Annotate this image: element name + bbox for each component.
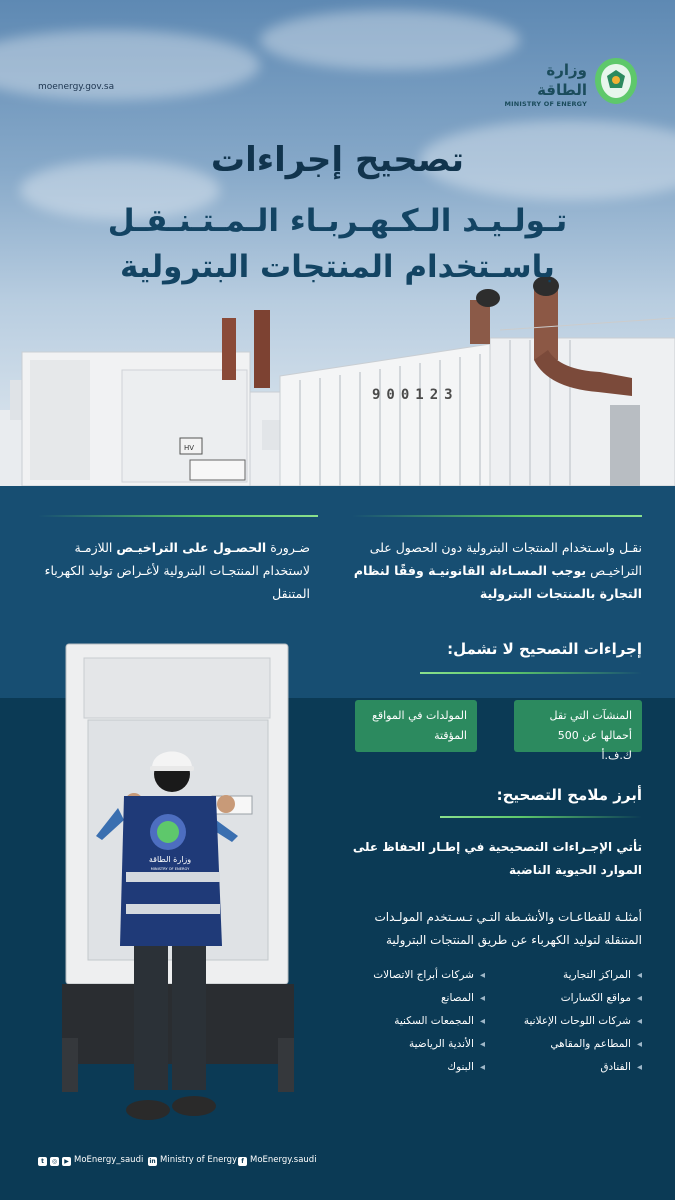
intro-left-post: اللازمـة لاستخدام المنتجـات البترولية لأغـراض توليد الكهرباء المتنقل [44,540,310,601]
facebook-handle: MoEnergy.saudi [250,1155,317,1165]
features-heading: أبرز ملامح التصحيح: [496,786,642,804]
exclusions-heading: إجراءات التصحيح لا تشمل: [447,640,642,658]
linkedin-icon: in [149,1158,156,1165]
subtitle-line-2: باسـتخدام المنتجات البترولية [120,249,555,285]
vest-logo-english: MINISTRY OF ENERGY [150,867,190,871]
intro-right-text: نقـل واسـتخدام المنتجات البترولية دون الحصول على التراخيـص [369,540,642,578]
list-item: ◂ الفنادق [490,1058,642,1081]
examples-list-right [490,966,642,1081]
twitter-handle: MoEnergy_saudi [74,1155,144,1165]
vest-logo-arabic: وزارة الطاقة [148,855,192,864]
facebook-icon: f [238,1157,247,1166]
list-item: ◂ شركات اللوحات الإعلانية [490,1012,642,1035]
exclusion-box-temporary-sites: المولدات في المواقع المؤقتة [355,700,477,752]
footer-social-twitter[interactable] [38,1155,143,1166]
linkedin-handle: Ministry of Energy [160,1155,238,1165]
features-underline [440,816,642,818]
exclusions-underline [420,672,642,674]
intro-right-bold: يوجب المسـاءلة القانونيـة وفقًا لنظام التجارة بالمنتجات البترولية [353,563,642,601]
worker-generator-illustration [40,640,340,1140]
list-item: ◂ المجمعات السكنية [340,1012,485,1035]
subtitle-line-1: تـولـيـد الـكـهـربـاء الـمـتـنـقـل [107,203,568,239]
youtube-icon: ▶ [62,1157,71,1166]
logo-arabic-name: وزارة الطاقة [537,61,587,99]
ministry-logo [499,56,639,108]
intro-left-pre: ضـرورة [270,540,310,555]
list-item: ◂ البنوك [340,1058,485,1081]
features-bold-text: تأتي الإجـراءات التصحيحية في إطـار الحفاظ على الموارد الحيوية الناضبة [352,840,642,877]
container-serial-number: 900123 [372,387,459,403]
list-item: ◂ شركات أبراج الاتصالات [340,966,485,989]
logo-english-name: MINISTRY OF ENERGY [504,100,587,108]
website-url[interactable]: moenergy.gov.sa [38,82,115,92]
examples-intro: أمثلـة للقطاعـات والأنشـطة التـي تـسـتخدم المولـدات المتنقلة لتوليد الكهرباء عن طريق المنتجات البترولية [374,910,642,947]
exclusion-box-small-loads: المنشآت التي تقل أحمالها عن 500 ك.ف.أ [514,700,642,752]
hero-photo [0,0,675,486]
intro-left-paragraph [38,536,310,605]
divider-left [38,515,318,517]
intro-left-bold: الحصـول على التراخيـص [116,540,267,555]
divider-right [352,515,642,517]
footer-social-linkedin[interactable] [148,1155,237,1166]
footer-social-facebook[interactable] [238,1155,317,1166]
twitter-icon: t [38,1157,47,1166]
list-item: ◂ المراكز التجارية [490,966,642,989]
examples-list-left [340,966,485,1081]
list-item: ◂ المصانع [340,989,485,1012]
list-item: ◂ المطاعم والمقاهي [490,1035,642,1058]
instagram-icon: ◎ [51,1158,58,1165]
list-item: ◂ مواقع الكسارات [490,989,642,1012]
list-item: ◂ الأندية الرياضية [340,1035,485,1058]
intro-right-paragraph [352,536,642,605]
ministry-emblem-icon [593,56,639,106]
svg-text:HV: HV [184,444,195,452]
main-title: تصحيح إجراءات [210,140,465,180]
